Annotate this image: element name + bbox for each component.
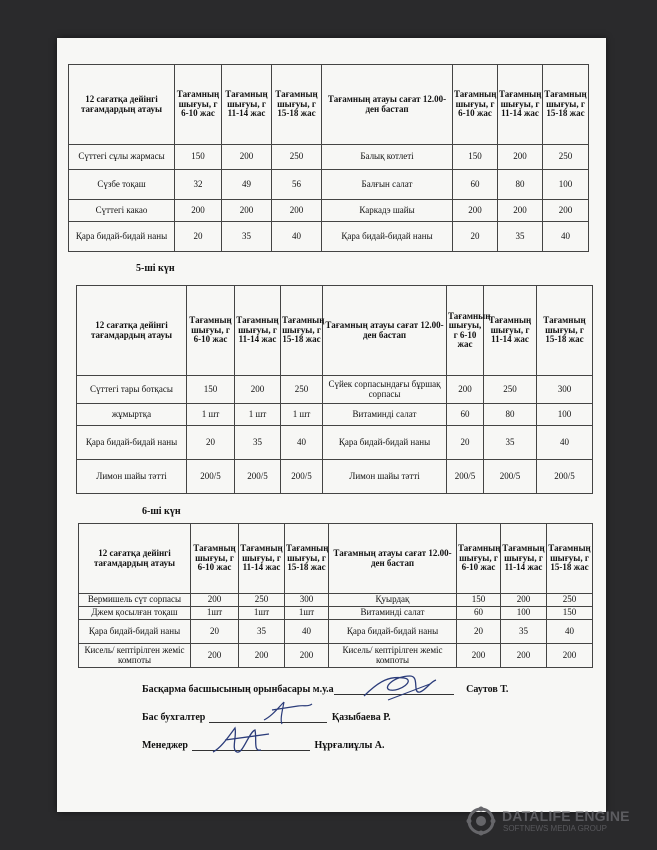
yield-value: 200 xyxy=(547,644,593,668)
dish-name: Кисель/ кептірілген жеміс компоты xyxy=(329,644,457,668)
header-yield-15-18: Тағамның шығуы, г 15-18 жас xyxy=(285,524,329,594)
table-row xyxy=(79,644,593,668)
dish-name: Сүттегі какао xyxy=(69,200,175,222)
yield-value: 300 xyxy=(285,594,329,607)
yield-value: 60 xyxy=(453,170,498,200)
yield-value: 200 xyxy=(285,644,329,668)
yield-value: 150 xyxy=(457,594,501,607)
yield-value: 200 xyxy=(543,200,589,222)
yield-value: 49 xyxy=(222,170,272,200)
yield-value: 200 xyxy=(453,200,498,222)
table-header-row xyxy=(77,286,593,376)
table-row xyxy=(79,620,593,644)
yield-value: 1шт xyxy=(239,607,285,620)
yield-value: 100 xyxy=(501,607,547,620)
dish-name: Каркадэ шайы xyxy=(322,200,453,222)
yield-value: 200 xyxy=(501,594,547,607)
header-yield-11-14: Тағамның шығуы, г 11-14 жас xyxy=(484,286,537,376)
dish-name: Балғын салат xyxy=(322,170,453,200)
dish-name: Лимон шайы тәтті xyxy=(323,460,447,494)
yield-value: 60 xyxy=(457,607,501,620)
yield-value: 250 xyxy=(281,376,323,404)
header-yield-6-10: Тағамның шығуы, г 6-10 жас xyxy=(453,65,498,145)
yield-value: 200 xyxy=(175,200,222,222)
dish-name: Вермишель сүт сорпасы xyxy=(79,594,191,607)
yield-value: 100 xyxy=(543,170,589,200)
yield-value: 200 xyxy=(447,376,484,404)
yield-value: 300 xyxy=(537,376,593,404)
yield-value: 40 xyxy=(537,426,593,460)
yield-value: 35 xyxy=(239,620,285,644)
yield-value: 200 xyxy=(457,644,501,668)
dish-name: Сүттегі тары ботқасы xyxy=(77,376,187,404)
watermark-subtitle: SOFTNEWS MEDIA GROUP xyxy=(503,824,608,833)
yield-value: 1шт xyxy=(285,607,329,620)
table-header-row xyxy=(79,524,593,594)
header-dish-before-noon: 12 сағатқа дейінгі тағамдардың атауы xyxy=(69,65,175,145)
yield-value: 20 xyxy=(447,426,484,460)
yield-value: 40 xyxy=(543,222,589,252)
header-yield-15-18: Тағамның шығуы, г 15-18 жас xyxy=(537,286,593,376)
header-dish-after-noon: Тағамның атауы сағат 12.00-ден бастап xyxy=(322,65,453,145)
yield-value: 200 xyxy=(191,644,239,668)
table-row xyxy=(77,460,593,494)
yield-value: 200 xyxy=(501,644,547,668)
yield-value: 200/5 xyxy=(281,460,323,494)
header-dish-before-noon: 12 сағатқа дейінгі тағамдардың атауы xyxy=(79,524,191,594)
yield-value: 40 xyxy=(547,620,593,644)
header-yield-6-10: Тағамның шығуы, г 6-10 жас xyxy=(191,524,239,594)
yield-value: 20 xyxy=(457,620,501,644)
yield-value: 200/5 xyxy=(235,460,281,494)
header-yield-15-18: Тағамның шығуы, г 15-18 жас xyxy=(547,524,593,594)
yield-value: 1 шт xyxy=(187,404,235,426)
yield-value: 150 xyxy=(187,376,235,404)
yield-value: 200 xyxy=(498,145,543,170)
yield-value: 200/5 xyxy=(484,460,537,494)
yield-value: 40 xyxy=(281,426,323,460)
dish-name: Лимон шайы тәтті xyxy=(77,460,187,494)
yield-value: 35 xyxy=(222,222,272,252)
yield-value: 200 xyxy=(222,145,272,170)
yield-value: 150 xyxy=(453,145,498,170)
dish-name: Қара бидай-бидай наны xyxy=(323,426,447,460)
yield-value: 1 шт xyxy=(235,404,281,426)
table-row xyxy=(69,222,589,252)
manager-name: Нұрғалиұлы А. xyxy=(314,740,385,751)
dish-name: Сүттегі сұлы жармасы xyxy=(69,145,175,170)
dish-name: Сүйек сорпасындағы бұршақ сорпасы xyxy=(323,376,447,404)
yield-value: 200 xyxy=(222,200,272,222)
header-dish-before-noon: 12 сағатқа дейінгі тағамдардың атауы xyxy=(77,286,187,376)
menu-table-day6 xyxy=(78,523,593,668)
yield-value: 200/5 xyxy=(187,460,235,494)
yield-value: 250 xyxy=(272,145,322,170)
header-yield-6-10: Тағамның шығуы, г 6-10 жас xyxy=(447,286,484,376)
yield-value: 150 xyxy=(175,145,222,170)
dish-name: Қара бидай-бидай наны xyxy=(77,426,187,460)
yield-value: 250 xyxy=(484,376,537,404)
yield-value: 56 xyxy=(272,170,322,200)
header-dish-after-noon: Тағамның атауы сағат 12.00-ден бастап xyxy=(323,286,447,376)
deputy-name: Саутов Т. xyxy=(466,684,509,695)
table-header-row xyxy=(69,65,589,145)
yield-value: 80 xyxy=(484,404,537,426)
yield-value: 200/5 xyxy=(447,460,484,494)
dish-name: Қара бидай-бидай наны xyxy=(322,222,453,252)
yield-value: 40 xyxy=(272,222,322,252)
manager-title: Менеджер xyxy=(142,740,188,751)
header-yield-11-14: Тағамның шығуы, г 11-14 жас xyxy=(501,524,547,594)
table-row xyxy=(77,376,593,404)
yield-value: 200 xyxy=(498,200,543,222)
dish-name: Джем қосылған тоқаш xyxy=(79,607,191,620)
yield-value: 40 xyxy=(285,620,329,644)
yield-value: 1шт xyxy=(191,607,239,620)
header-yield-15-18: Тағамның шығуы, г 15-18 жас xyxy=(281,286,323,376)
yield-value: 200 xyxy=(191,594,239,607)
dish-name: Кисель/ кептірілген жеміс компоты xyxy=(79,644,191,668)
deputy-title: Басқарма басшысының орынбасары м.у.а xyxy=(142,684,334,695)
header-yield-6-10: Тағамның шығуы, г 6-10 жас xyxy=(175,65,222,145)
yield-value: 100 xyxy=(537,404,593,426)
header-yield-6-10: Тағамның шығуы, г 6-10 жас xyxy=(457,524,501,594)
header-yield-11-14: Тағамның шығуы, г 11-14 жас xyxy=(498,65,543,145)
header-yield-15-18: Тағамның шығуы, г 15-18 жас xyxy=(543,65,589,145)
watermark-title: DATALIFE ENGINE xyxy=(502,808,630,824)
menu-table-day4 xyxy=(68,64,589,252)
header-yield-6-10: Тағамның шығуы, г 6-10 жас xyxy=(187,286,235,376)
yield-value: 35 xyxy=(501,620,547,644)
yield-value: 200/5 xyxy=(537,460,593,494)
dish-name: Қара бидай-бидай наны xyxy=(79,620,191,644)
dish-name: Витаминді салат xyxy=(329,607,457,620)
datalife-logo-icon xyxy=(466,806,496,836)
dish-name: жұмыртқа xyxy=(77,404,187,426)
header-yield-15-18: Тағамның шығуы, г 15-18 жас xyxy=(272,65,322,145)
dish-name: Қуырдақ xyxy=(329,594,457,607)
yield-value: 200 xyxy=(235,376,281,404)
yield-value: 20 xyxy=(187,426,235,460)
yield-value: 200 xyxy=(272,200,322,222)
accountant-name: Қазыбаева Р. xyxy=(331,712,391,723)
yield-value: 20 xyxy=(191,620,239,644)
table-row xyxy=(69,170,589,200)
menu-table-day5 xyxy=(76,285,593,494)
day5-label: 5-ші күн xyxy=(136,263,175,274)
dish-name: Балық котлеті xyxy=(322,145,453,170)
dish-name: Қара бидай-бидай наны xyxy=(329,620,457,644)
yield-value: 150 xyxy=(547,607,593,620)
header-yield-11-14: Тағамның шығуы, г 11-14 жас xyxy=(222,65,272,145)
yield-value: 1 шт xyxy=(281,404,323,426)
table-row xyxy=(69,200,589,222)
yield-value: 35 xyxy=(484,426,537,460)
header-yield-11-14: Тағамның шығуы, г 11-14 жас xyxy=(235,286,281,376)
table-row xyxy=(79,607,593,620)
signature-line-deputy xyxy=(142,684,508,695)
table-row xyxy=(77,426,593,460)
dish-name: Сүзбе тоқаш xyxy=(69,170,175,200)
yield-value: 80 xyxy=(498,170,543,200)
yield-value: 32 xyxy=(175,170,222,200)
dish-name: Витаминді салат xyxy=(323,404,447,426)
yield-value: 35 xyxy=(235,426,281,460)
watermark xyxy=(466,806,646,836)
table-row xyxy=(79,594,593,607)
signature-scrawl-deputy xyxy=(360,670,440,704)
yield-value: 20 xyxy=(453,222,498,252)
yield-value: 250 xyxy=(547,594,593,607)
table-row xyxy=(77,404,593,426)
yield-value: 250 xyxy=(239,594,285,607)
yield-value: 35 xyxy=(498,222,543,252)
yield-value: 20 xyxy=(175,222,222,252)
yield-value: 60 xyxy=(447,404,484,426)
table-row xyxy=(69,145,589,170)
signature-scrawl-manager xyxy=(205,722,275,760)
yield-value: 200 xyxy=(239,644,285,668)
day6-label: 6-ші күн xyxy=(142,506,181,517)
yield-value: 250 xyxy=(543,145,589,170)
dish-name: Қара бидай-бидай наны xyxy=(69,222,175,252)
header-yield-11-14: Тағамның шығуы, г 11-14 жас xyxy=(239,524,285,594)
header-dish-after-noon: Тағамның атауы сағат 12.00-ден бастап xyxy=(329,524,457,594)
accountant-title: Бас бухгалтер xyxy=(142,712,206,723)
